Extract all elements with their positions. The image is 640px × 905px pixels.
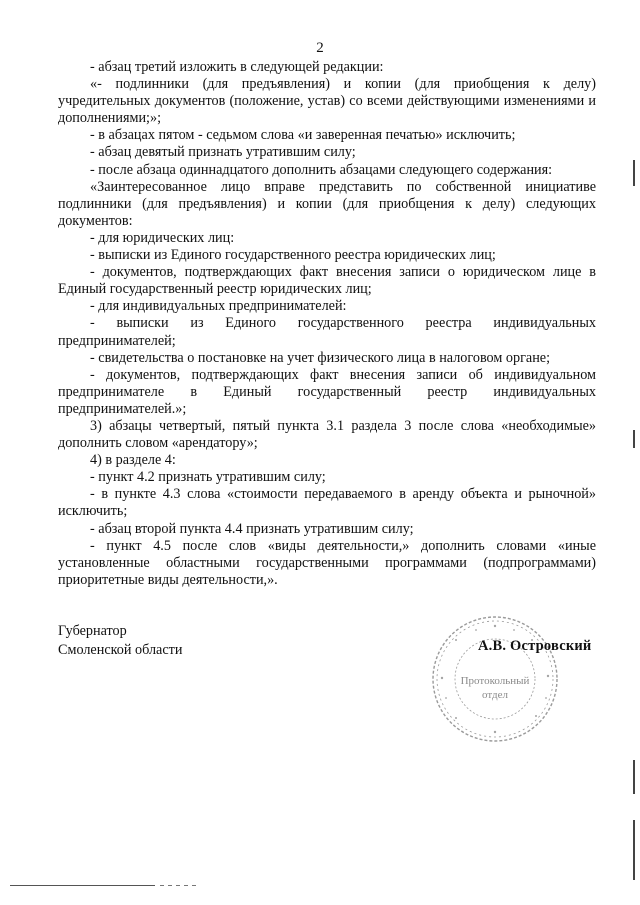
paragraph: - документов, подтверждающих факт внесения записи о юридическом лице в Единый государственный реестр юридических лиц;	[58, 264, 596, 298]
paragraph: - абзац девятый признать утратившим силу;	[90, 144, 356, 161]
paragraph: - после абзаца одиннадцатого дополнить абзацами следующего содержания:	[90, 161, 553, 178]
signatory-title-line1: Губернатор	[58, 623, 127, 639]
stamp-text-line2: отдел	[482, 689, 508, 701]
scan-edge-mark	[633, 160, 635, 186]
paragraph: 3) абзацы четвертый, пятый пункта 3.1 раздела 3 после слова «необходимые» дополнить словом «арендатору»;	[58, 417, 596, 452]
paragraph: «- подлинники (для предъявления) и копии (для приобщения к делу) учредительных документов (положение, устав) со всеми действующими изменениями и дополнениями;»;	[58, 76, 596, 127]
page-number: 2	[316, 40, 324, 56]
footer-rule-dashed	[160, 885, 200, 886]
paragraph: - для индивидуальных предпринимателей:	[90, 298, 347, 315]
scan-edge-mark	[633, 430, 635, 448]
stamp-seal	[428, 612, 562, 746]
paragraph: «Заинтересованное лицо вправе представить по собственной инициативе подлинники (для предъявления) и копии (для приобщения к делу) следующих документов:	[58, 178, 596, 229]
paragraph: - для юридических лиц:	[90, 229, 235, 246]
paragraph: - свидетельства о постановке на учет физического лица в налоговом органе;	[90, 349, 551, 366]
document-body	[58, 59, 596, 589]
stamp-text-line1: Протокольный	[460, 675, 530, 687]
signatory-title-line2: Смоленской области	[58, 642, 183, 658]
paragraph: - в пункте 4.3 слова «стоимости передаваемого в аренду объекта и рыночной» исключить;	[58, 486, 596, 520]
scan-edge-mark	[633, 760, 635, 794]
paragraph: - выписки из Единого государственного реестра юридических лиц;	[90, 247, 496, 264]
signatory-name: А.В. Островский	[478, 638, 592, 654]
paragraph: - в абзацах пятом - седьмом слова «и заверенная печатью» исключить;	[90, 127, 516, 144]
paragraph: - выписки из Единого государственного реестра индивидуальных предпринимателей;	[58, 315, 596, 349]
paragraph: - пункт 4.5 после слов «виды деятельности,» дополнить словами «иные установленные областными государственными программами (подпрограммами) приоритетные виды деятельности,».	[58, 537, 596, 588]
signatory-title	[58, 622, 182, 660]
paragraph: - пункт 4.2 признать утратившим силу;	[90, 469, 326, 486]
footer-rule	[10, 885, 155, 886]
paragraph: 4) в разделе 4:	[90, 452, 176, 469]
paragraph: - абзац третий изложить в следующей редакции:	[90, 59, 384, 75]
paragraph: - документов, подтверждающих факт внесения записи об индивидуальном предпринимателе в Единый государственный реестр индивидуальных предпринимателей.»;	[58, 366, 596, 417]
paragraph: - абзац второй пункта 4.4 признать утратившим силу;	[90, 520, 414, 537]
scan-edge-mark	[633, 820, 635, 880]
